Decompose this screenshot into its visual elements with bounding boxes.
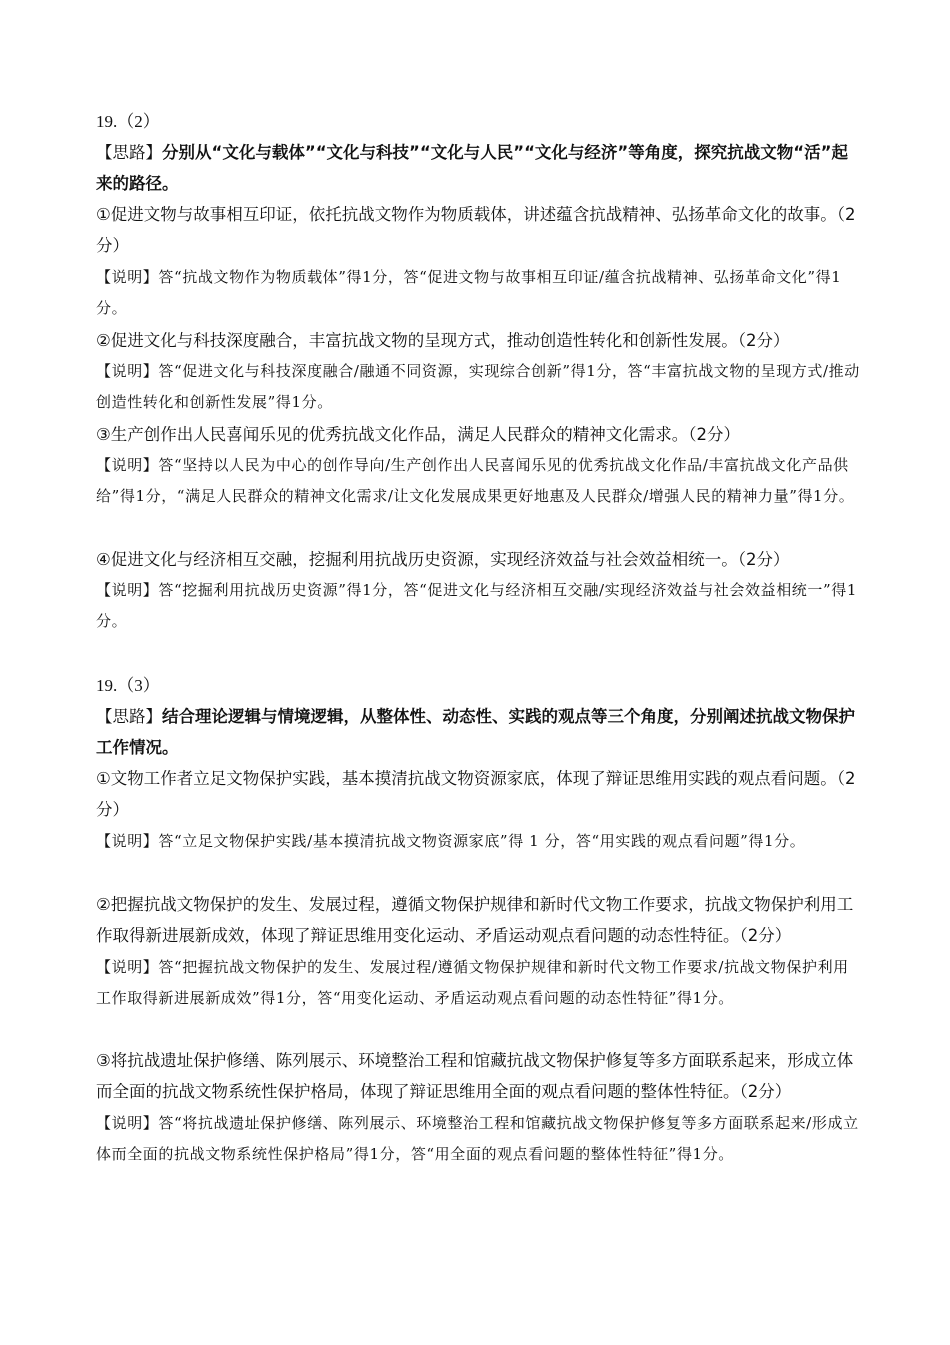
thinking-text: 分别从“文化与载体”“文化与科技”“文化与人民”“文化与经济”等角度，探究抗战文物“活”起来的路径。 [96, 143, 848, 193]
answer-point: ③生产创作出人民喜闻乐见的优秀抗战文化作品，满足人民群众的精神文化需求。（2分） [96, 425, 741, 444]
question-number: 19.（3） [96, 676, 160, 695]
thinking-paragraph [96, 701, 864, 763]
answer-point: ②促进文化与科技深度融合，丰富抗战文物的呈现方式，推动创造性转化和创新性发展。（2分） [96, 331, 790, 350]
note-text: 答“坚持以人民为中心的创作导向/生产创作出人民喜闻乐见的优秀抗战文化作品/丰富抗战文化产品供给”得1分，“满足人民群众的精神文化需求/让文化发展成果更好地惠及人民群众/增强人民的精神力量”得1分。 [96, 456, 855, 505]
scoring-note [96, 826, 864, 857]
answer-point: ①文物工作者立足文物保护实践，基本摸清抗战文物资源家底，体现了辩证思维用实践的观点看问题。（2分） [96, 769, 856, 819]
thinking-label: 【思路】 [96, 707, 162, 726]
note-text: 答“把握抗战文物保护的发生、发展过程/遵循文物保护规律和新时代文物工作要求/抗战文物保护利用工作取得新进展新成效”得1分，答“用变化运动、矛盾运动观点看问题的动态性特征”得1分。 [96, 958, 849, 1007]
answer-point: ①促进文物与故事相互印证，依托抗战文物作为物质载体，讲述蕴含抗战精神、弘扬革命文化的故事。（2分） [96, 205, 856, 255]
note-text: 答“抗战文物作为物质载体”得1分，答“促进文物与故事相互印证/蕴含抗战精神、弘扬革命文化”得1分。 [96, 268, 842, 317]
answer-point: ②把握抗战文物保护的发生、发展过程，遵循文物保护规律和新时代文物工作要求，抗战文物保护利用工作取得新进展新成效，体现了辩证思维用变化运动、矛盾运动观点看问题的动态性特征。（2分） [96, 895, 854, 945]
note-label: 【说明】 [96, 958, 159, 976]
note-label: 【说明】 [96, 268, 159, 286]
scoring-note [96, 356, 864, 418]
thinking-text: 结合理论逻辑与情境逻辑，从整体性、动态性、实践的观点等三个角度，分别阐述抗战文物保护工作情况。 [96, 707, 855, 757]
note-text: 答“立足文物保护实践/基本摸清抗战文物资源家底”得 1 分，答“用实践的观点看问题”得1分。 [158, 832, 806, 850]
scoring-note [96, 1108, 864, 1170]
note-text: 答“促进文化与科技深度融合/融通不同资源，实现综合创新”得1分，答“丰富抗战文物的呈现方式/推动创造性转化和创新性发展”得1分。 [96, 362, 860, 411]
note-label: 【说明】 [96, 456, 159, 474]
answer-point: ④促进文化与经济相互交融，挖掘利用抗战历史资源，实现经济效益与社会效益相统一。（2分） [96, 550, 790, 569]
thinking-label: 【思路】 [96, 143, 162, 162]
thinking-paragraph [96, 137, 864, 199]
note-text: 答“挖掘利用抗战历史资源”得1分，答“促进文化与经济相互交融/实现经济效益与社会效益相统一”得1分。 [96, 581, 858, 630]
question-number: 19.（2） [96, 112, 160, 131]
note-text: 答“将抗战遗址保护修缮、陈列展示、环境整治工程和馆藏抗战文物保护修复等多方面联系起来/形成立体而全面的抗战文物系统性保护格局”得1分，答“用全面的观点看问题的整体性特征”得1分。 [96, 1114, 859, 1163]
scoring-note [96, 575, 864, 637]
note-label: 【说明】 [96, 1114, 159, 1132]
note-label: 【说明】 [96, 832, 159, 850]
scoring-note [96, 450, 864, 512]
scoring-note [96, 262, 864, 324]
note-label: 【说明】 [96, 581, 159, 599]
scoring-note [96, 952, 864, 1014]
note-label: 【说明】 [96, 362, 159, 380]
answer-point: ③将抗战遗址保护修缮、陈列展示、环境整治工程和馆藏抗战文物保护修复等多方面联系起来，形成立体而全面的抗战文物系统性保护格局，体现了辩证思维用全面的观点看问题的整体性特征。（2分） [96, 1051, 854, 1101]
